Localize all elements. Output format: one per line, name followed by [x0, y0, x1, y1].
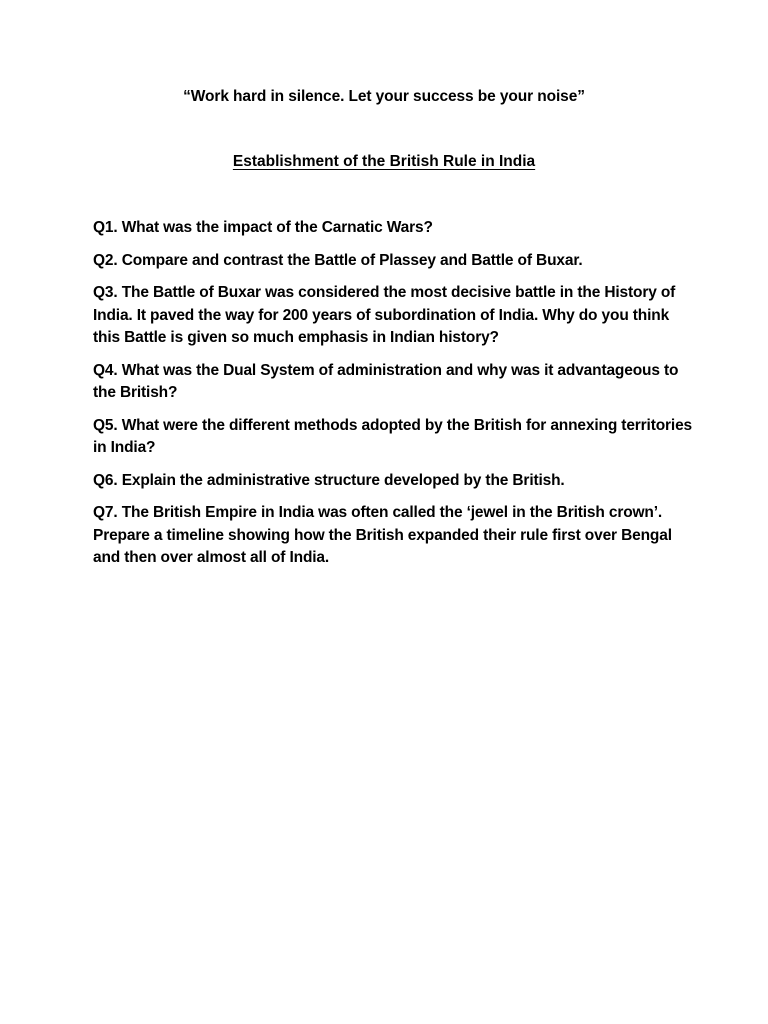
motivational-quote: “Work hard in silence. Let your success be your noise” [183, 88, 585, 105]
question-4: Q4. What was the Dual System of administration and why was it advantageous to the British? [93, 361, 679, 401]
question-5: Q5. What were the different methods adopted by the British for annexing territories in India? [93, 416, 693, 456]
page-title-text: Establishment of the British Rule in India [232, 153, 536, 170]
question-6: Q6. Explain the administrative structure developed by the British. [93, 471, 565, 489]
page-title [0, 153, 768, 171]
question-2: Q2. Compare and contrast the Battle of Plassey and Battle of Buxar. [93, 251, 583, 269]
question-list [93, 217, 693, 580]
question-1: Q1. What was the impact of the Carnatic Wars? [93, 219, 433, 236]
question-7: Q7. The British Empire in India was often called the ‘jewel in the British crown’. Prepare a timeline showing how the British expanded their rule first over Bengal and then over almost all of India. [93, 504, 672, 566]
question-3: Q3. The Battle of Buxar was considered the most decisive battle in the History of India. It paved the way for 200 years of subordination of India. Why do you think this Battle is given so much emphasis in Indian history? [93, 284, 676, 346]
